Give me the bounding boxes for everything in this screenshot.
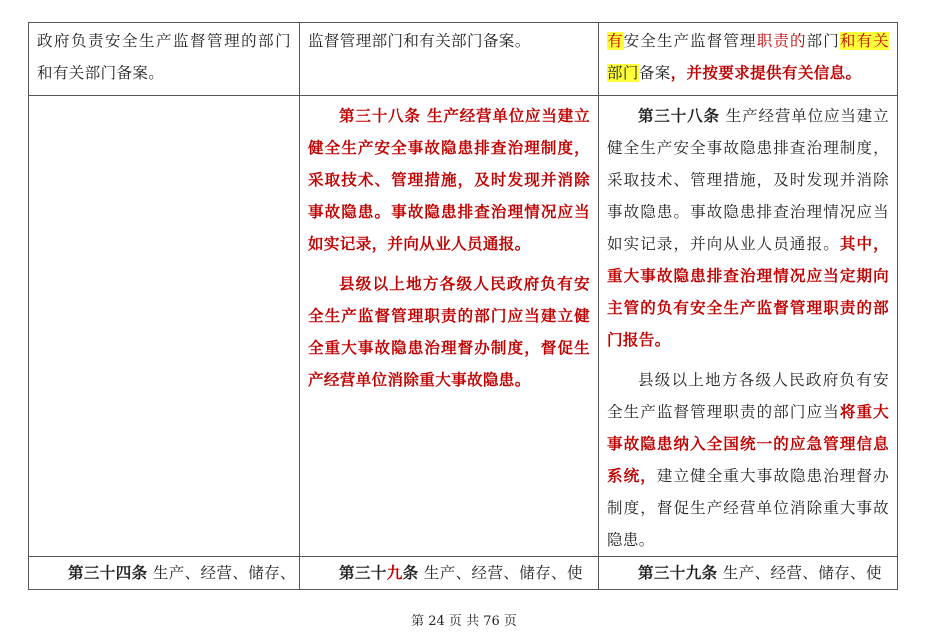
cell-revised-law [599, 557, 898, 590]
article-38-paragraph-2 [607, 364, 889, 556]
article-title: 第三十九条 [638, 564, 718, 582]
text-run: 生产、经营、储存、使 [418, 564, 583, 582]
cell-original-law [29, 557, 300, 590]
cell-draft [300, 557, 599, 590]
changed-text: 职责的 [756, 32, 807, 50]
cell-text [607, 25, 889, 89]
cell-text: 监督管理部门和有关部门备案。 [308, 32, 531, 50]
text-run: 部门 [806, 32, 840, 50]
highlight-text: 和有关 [839, 32, 890, 50]
article-title: 条 [402, 564, 419, 582]
article-39-start [607, 557, 889, 589]
table-row [29, 23, 898, 96]
cell-text: 政府负责安全生产监督管理的部门和有关部门备案。 [37, 32, 291, 82]
changed-text: 其中，重大事故隐患排查治理情况应当定期向主管的负有安全生产监督管理职责的部门报告。 [607, 235, 889, 349]
table-row [29, 96, 898, 557]
comparison-table [28, 22, 898, 590]
highlight-text: 部门 [607, 64, 639, 82]
article-38-paragraph-1: 第三十八条 生产经营单位应当建立健全生产安全事故隐患排查治理制度，采取技术、管理措施，及时发现并消除事故隐患。事故隐患排查治理情况应当如实记录，并向从业人员通报。 [308, 107, 590, 253]
text-run: 生产经营单位应当建立健全生产安全事故隐患排查治理制度，采取技术、管理措施，及时发现并消除事故隐患。事故隐患排查治理情况应当如实记录，并向从业人员通报。 [607, 107, 889, 253]
article-title: 第三十八条 [638, 107, 720, 125]
article-38-paragraph-1 [607, 100, 889, 356]
text-run: 安全生产监督管理 [623, 32, 757, 50]
text-run: 生产、经营、储存、使 [717, 564, 882, 582]
cell-draft [300, 96, 599, 557]
text-run: 备案 [638, 64, 671, 82]
article-title: 第三十 [339, 564, 387, 582]
article-39-start [308, 557, 590, 589]
highlight-text: 有 [607, 32, 624, 50]
article-38-paragraph-2: 县级以上地方各级人民政府负有安全生产监督管理职责的部门应当建立健全重大事故隐患治理督办制度，督促生产经营单位消除重大事故隐患。 [308, 275, 590, 389]
article-34-start [37, 557, 296, 589]
changed-text: 九 [386, 564, 403, 582]
cell-revised-law [599, 23, 898, 96]
text-run: 县级以上地方各级人民政府负有安全生产监督管理职责的部门应当 [607, 371, 889, 421]
changed-text: ，并按要求提供有关信息。 [670, 64, 862, 82]
table-row [29, 557, 898, 590]
text-run: 建立健全重大事故隐患治理督办制度，督促生产经营单位消除重大事故隐患。 [607, 467, 890, 549]
page-number: 第 24 页 共 76 页 [411, 614, 517, 629]
cell-original-law [29, 96, 300, 557]
changed-text: 将重大事故隐患纳入全国统一的应急管理信息系统， [607, 403, 889, 485]
cell-revised-law [599, 96, 898, 557]
article-title: 第三十四条 [68, 564, 148, 582]
text-run: 生产、经营、储存、 [147, 564, 296, 582]
cell-original-law [29, 23, 300, 96]
cell-draft [300, 23, 599, 96]
